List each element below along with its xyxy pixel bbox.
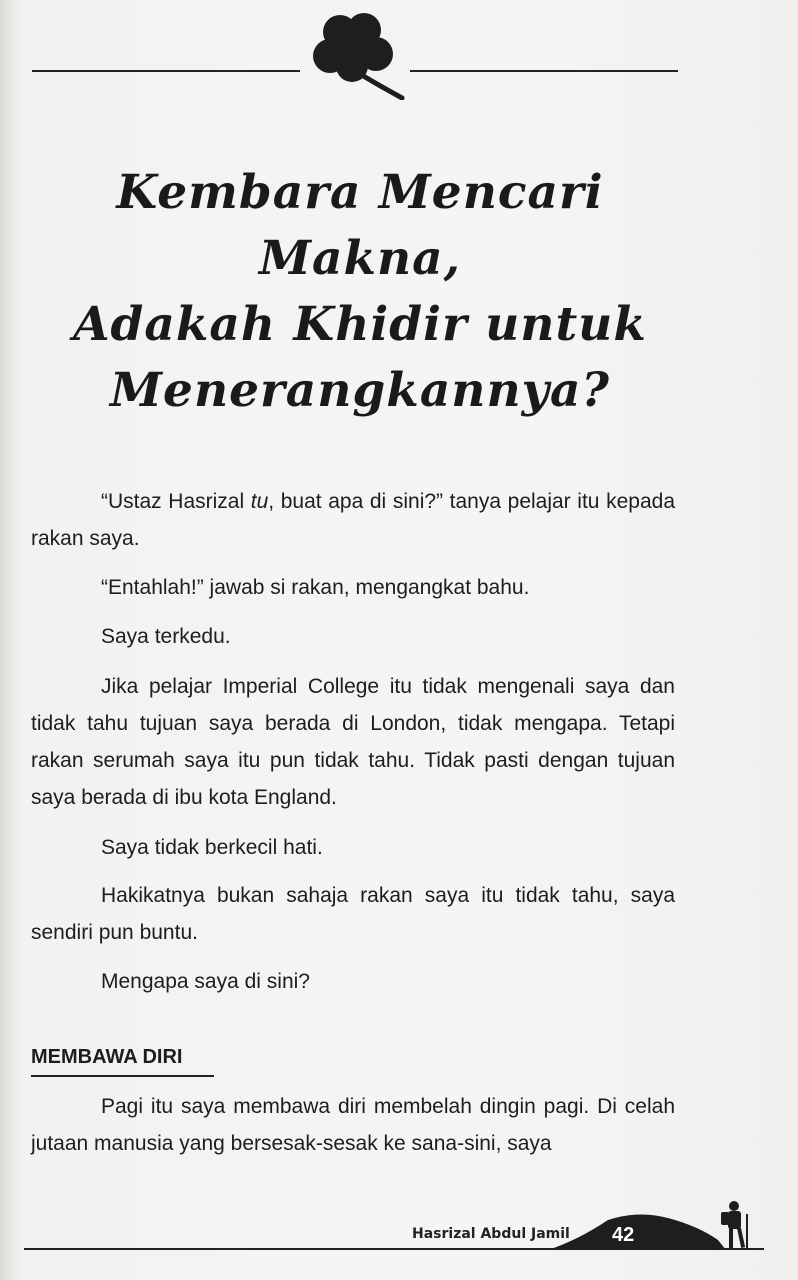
section-heading: MEMBAWA DIRI [31,1046,183,1068]
paragraph-1-before: “Ustaz Hasrizal [101,490,251,513]
paragraph-2-text: “Entahlah!” jawab si rakan, mengangkat bahu. [101,576,530,599]
paragraph-6 [31,877,675,951]
paragraph-1-emphasis: tu [250,490,269,513]
title-line-2: Adakah Khidir untuk [73,297,647,352]
chapter-title [40,160,680,424]
section-paragraph [31,1088,675,1162]
paragraph-1 [31,483,675,557]
paragraph-3-text: Saya terkedu. [101,625,231,648]
paragraph-2 [31,569,675,606]
clover-icon [300,4,410,100]
paragraph-4 [31,668,675,816]
footer-author: Hasrizal Abdul Jamil [412,1226,570,1242]
paragraph-7-text: Mengapa saya di sini? [101,970,310,993]
paragraph-5 [31,829,675,866]
paragraph-4-text: Jika pelajar Imperial College itu tidak mengenali saya dan tidak tahu tujuan saya berada di London, tidak mengapa. Tetapi rakan serumah saya itu pun tidak tahu. Tidak pasti dengan tujuan saya berada di ibu kota England. [31,675,675,809]
paragraph-5-text: Saya tidak berkecil hati. [101,836,323,859]
section-paragraph-text: Pagi itu saya membawa diri membelah dingin pagi. Di celah jutaan manusia yang bersesak-sesak ke sana-sini, saya [31,1095,675,1155]
title-line-1: Kembara Mencari Makna, [116,165,604,286]
hiker-icon [548,1200,768,1252]
page-number: 42 [612,1224,635,1246]
title-line-3: Menerangkannya? [110,363,610,418]
paragraph-1-after: , buat apa di sini?” tanya pelajar itu kepada rakan saya. [31,490,675,550]
section-heading-underline [31,1075,214,1077]
paragraph-6-text: Hakikatnya bukan sahaja rakan saya itu tidak tahu, saya sendiri pun buntu. [31,884,675,944]
paragraph-7 [31,963,675,1000]
paragraph-3 [31,618,675,655]
